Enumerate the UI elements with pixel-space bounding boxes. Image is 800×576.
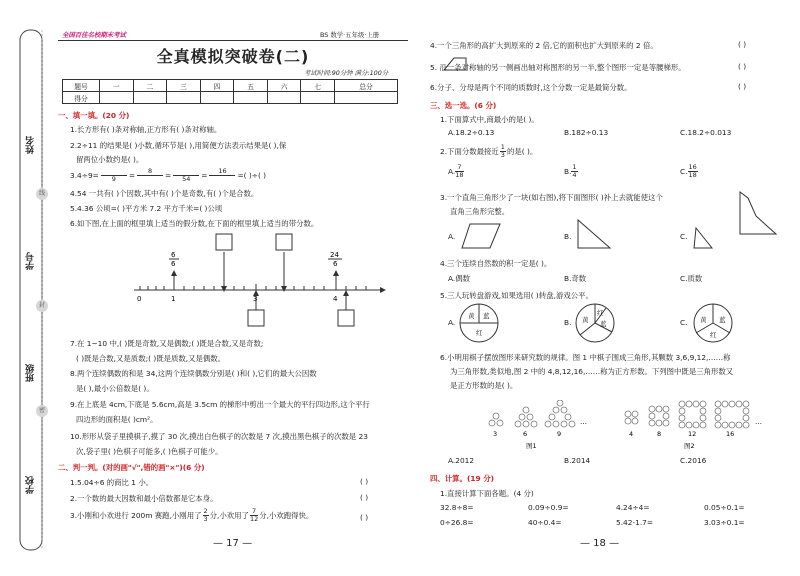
header-rule — [58, 40, 408, 41]
broken-right-triangle-figure — [736, 188, 780, 238]
spinner-a-blue: 蓝 — [483, 312, 490, 320]
q3-lead: 3.4÷9= — [70, 171, 99, 180]
figure-2-ellipsis: … — [755, 418, 762, 426]
choice-q1-option-c[interactable]: C.18.2÷0.013 — [680, 128, 732, 137]
lower-boxes — [248, 310, 354, 326]
arrows — [171, 252, 349, 310]
calc-item: 40÷0.4= — [528, 518, 562, 527]
figure-1-label: 图1 — [526, 442, 537, 450]
score-header-cell: 二 — [133, 80, 167, 92]
section-2-heading: 二、判一判。(对的画"√",错的画"×")(6 分) — [58, 463, 205, 472]
figure-2-num: 12 — [688, 430, 697, 438]
lower-box[interactable] — [248, 310, 264, 326]
calc-item: 0.09÷0.9= — [528, 503, 569, 512]
judge-q4-paren[interactable]: ( ) — [738, 40, 747, 49]
judge-q6: 6.分子、分母是两个不同的质数时,这个分数一定是最简分数。 — [430, 83, 632, 92]
calc-item: 0÷26.8= — [440, 518, 474, 527]
judge-q1: 1.5.04÷6 的商比 1 小。 — [70, 478, 154, 487]
q3-fraction-4 — [209, 168, 235, 183]
fill-q7-line2: ( )既是合数,又是质数;( )既是质数,又是偶数。 — [76, 354, 226, 363]
right-page — [430, 0, 790, 576]
score-header-cell: 三 — [167, 80, 201, 92]
choice-q1: 1.下面算式中,商最小的是( )。 — [440, 115, 539, 124]
axis-arrowhead — [380, 287, 386, 293]
spinner-a-yellow: 黄 — [468, 312, 475, 320]
figure-2-num: 8 — [657, 430, 662, 438]
axis-label-0: 0 — [137, 295, 142, 303]
judge-q3-paren[interactable]: ( ) — [360, 513, 369, 522]
choice-q4: 4.三个连续自然数的积一定是( )。 — [440, 259, 552, 268]
number-line-figure — [118, 230, 388, 330]
judge-q4: 4.一个三角形的高扩大到原来的 2 倍,它的面积也扩大到原来的 2 倍。 — [430, 41, 658, 50]
score-header-cell: 题号 — [63, 80, 100, 92]
right-triangle-shape — [576, 218, 612, 250]
frac-24-6-den: 6 — [333, 260, 338, 268]
page-number-left: — 17 — — [213, 538, 253, 549]
spinner-b — [574, 302, 616, 344]
upper-boxes — [216, 234, 292, 250]
judge-q3-lead: 3.小刚和小欢进行 200m 赛跑,小刚用了 — [70, 511, 202, 520]
fill-q6: 6.如下图,在上面的框里填上适当的假分数,在下面的框里填上适当的带分数。 — [70, 219, 319, 228]
judge-q3-mid: 分,小欢用了 — [209, 511, 249, 520]
figure-1-num: 9 — [557, 430, 562, 438]
choice-q3-option-c[interactable]: C. — [680, 232, 688, 241]
choice-q6-option-c[interactable]: C.2016 — [680, 456, 707, 465]
choice-q6-line3: 是正方形数的是( )。 — [450, 381, 518, 390]
upper-box[interactable] — [276, 234, 292, 250]
fill-q2-line2: 留两位小数约是( )。 — [76, 155, 144, 164]
fill-q1: 1.长方形有( )条对称轴,正方形有( )条对称轴。 — [70, 125, 222, 134]
choice-q6-line2: 为三角形数,类似地,图 2 中的 4,8,12,16,……称为正方形数。下列图中既是三角形数又 — [450, 367, 734, 376]
line-mark: 线 — [36, 188, 48, 200]
score-header-cell: 七 — [301, 80, 335, 92]
choice-q5-option-c[interactable]: C. — [680, 318, 688, 327]
q3-fraction-2 — [137, 168, 163, 183]
school-label: 学校 — [26, 476, 36, 494]
ticks — [140, 284, 366, 290]
calc-item: 32.8÷8= — [440, 503, 474, 512]
exam-info: 考试时间:90分钟 满分:100分 — [304, 69, 389, 77]
choice-q2-frac: $\frac{1}{3}$ — [500, 143, 505, 159]
q3-den-1: 9 — [111, 175, 116, 183]
section-1-heading: 一、填一填。(20 分) — [58, 111, 130, 120]
choice-q5-option-a[interactable]: A. — [448, 318, 456, 327]
axis-label-3: 3 — [253, 295, 258, 303]
choice-q2-tail: 的是( )。 — [506, 147, 538, 156]
spinner-b-blue: 蓝 — [600, 320, 607, 328]
judge-q5-paren[interactable]: ( ) — [738, 62, 747, 71]
fill-q3: 3.4÷9= 9 = 8 = 54 = 16 =( )÷( ) — [70, 167, 267, 183]
score-row-label: 得分 — [63, 92, 100, 104]
judge-q3-tail: 分,小欢跑得快。 — [259, 511, 314, 520]
score-header-cell: 四 — [200, 80, 234, 92]
spinner-a — [458, 302, 500, 344]
figure-1-num: 3 — [493, 430, 498, 438]
fill-q4: 4.54 一共有( )个因数,其中有( )个是奇数,有( )个是合数。 — [70, 189, 259, 198]
section-3-heading: 三、选一选。(6 分) — [430, 101, 497, 110]
spinner-c-red: 红 — [710, 331, 717, 339]
q3-fraction-1 — [101, 168, 127, 183]
choice-q6-line1: 6.小明用棋子摆放图形来研究数的规律。图 1 中棋子围成三角形,其颗数 3,6,9,12,……称 — [440, 353, 731, 362]
class-label: 班级 — [26, 364, 36, 382]
choice-q2 — [440, 144, 537, 159]
choice-q2-option-c[interactable]: C. $\frac{16}{18}$ — [680, 163, 697, 179]
lower-box[interactable] — [338, 310, 354, 326]
q3-tail: =( )÷( ) — [237, 171, 267, 180]
figure-2-num: 4 — [629, 430, 634, 438]
choice-q1-option-a[interactable]: A.18.2÷0.13 — [448, 128, 495, 137]
frac-24-6-num: 24 — [330, 251, 339, 259]
secret-mark: 密 — [36, 405, 48, 417]
frac-6-6-num: 6 — [171, 251, 176, 259]
spinner-c-yellow: 黄 — [700, 316, 707, 324]
score-cell[interactable] — [234, 92, 268, 104]
upper-box[interactable] — [216, 234, 232, 250]
calc-item: 3.03÷0.1= — [704, 518, 745, 527]
edition-label: BS 数学·五年级·上册 — [320, 31, 380, 39]
figure-2-square-numbers — [622, 400, 772, 450]
choice-q6-option-a[interactable]: A.2012 — [448, 456, 475, 465]
score-header-cell: 五 — [234, 80, 268, 92]
calc-item: 4.24÷4= — [616, 503, 650, 512]
choice-q5-option-b[interactable]: B. — [564, 318, 572, 327]
judge-q5: 5. 沿一条对称轴的另一侧画出轴对称图形的另一半,整个图形一定是等腰梯形。 — [430, 63, 686, 72]
choice-q2-option-b[interactable]: B. $\frac{1}{4}$ — [564, 163, 577, 179]
name-label: 姓名 — [26, 136, 36, 154]
fill-q2-line1: 2.2÷11 的结果是( )小数,循环节是( ),用简便方法表示结果是( ),保 — [70, 141, 287, 150]
score-cell[interactable] — [335, 92, 398, 104]
choice-q1-option-b[interactable]: B.182÷0.13 — [564, 128, 609, 137]
fill-q8-line1: 8.两个连续偶数的和是 34,这两个连续偶数分别是( )和( ),它们的最大公因数 — [70, 369, 317, 378]
score-table — [62, 79, 398, 104]
judge-q2: 2.一个数的最大因数和最小倍数都是它本身。 — [70, 494, 218, 503]
q3-num-4: 16 — [209, 168, 235, 176]
choice-q5: 5.三人玩转盘游戏,如果选用( )转盘,游戏公平。 — [440, 291, 593, 300]
choice-q2-option-a[interactable]: A. $\frac{7}{18}$ — [448, 163, 464, 179]
figure-1-triangle-numbers — [486, 400, 596, 450]
half-trapezoid-icon — [442, 56, 468, 72]
choice-q3-option-a[interactable]: A. — [448, 232, 456, 241]
number-label: 学号 — [26, 252, 36, 270]
fill-q8-line2: 是( ),最小公倍数是( )。 — [76, 384, 154, 393]
figure-2-num: 16 — [726, 430, 735, 438]
spinner-c-blue: 蓝 — [719, 316, 726, 324]
calc-heading: 1.直接计算下面各题。(4 分) — [440, 489, 534, 498]
score-header-cell: 总分 — [335, 80, 398, 92]
calc-item: 0.05÷0.1= — [704, 503, 745, 512]
axis-label-1: 1 — [171, 295, 176, 303]
score-cell[interactable] — [167, 92, 201, 104]
choice-q4-option-a[interactable]: A.偶数 — [448, 274, 471, 283]
spinner-b-red: 红 — [597, 309, 604, 317]
fill-q7-line1: 7.在 1~10 中,( )既是奇数,又是偶数;( )既是合数,又是奇数; — [70, 339, 264, 348]
choice-q6-option-b[interactable]: B.2014 — [564, 456, 591, 465]
judge-q3 — [70, 508, 313, 523]
axis-label-4: 4 — [333, 295, 338, 303]
spinner-b-yellow: 黄 — [582, 316, 589, 324]
figure-1-ellipsis: … — [580, 418, 587, 426]
figure-1-num: 6 — [523, 430, 528, 438]
judge-q3-frac2: $\frac{7}{12}$ — [249, 507, 259, 523]
q3-num-2: 8 — [137, 168, 163, 176]
q3-fraction-3 — [173, 168, 199, 183]
choice-q4-option-b[interactable]: B.奇数 — [564, 274, 587, 283]
parallelogram-shape — [460, 222, 502, 250]
score-cell[interactable] — [133, 92, 167, 104]
page-number-right: — 18 — — [580, 538, 620, 549]
score-cell[interactable] — [100, 92, 134, 104]
choice-q3-line2: 直角三角形完整。 — [450, 207, 510, 216]
judge-q6-paren[interactable]: ( ) — [738, 82, 747, 91]
spinner-a-red: 红 — [476, 329, 483, 337]
fill-q10-line1: 10.形形从袋子里摸棋子,摸了 30 次,摸出白色棋子的次数是 7 次,摸出黑色棋子的次数是 23 — [70, 432, 368, 441]
judge-q1-paren[interactable]: ( ) — [360, 477, 369, 486]
score-cell[interactable] — [267, 92, 301, 104]
choice-q2-lead: 2.下面分数最接近 — [440, 147, 499, 156]
judge-q3-frac1: $\frac{2}{3}$ — [203, 507, 208, 523]
calc-item: 5.42-1.7= — [616, 518, 654, 527]
score-cell[interactable] — [301, 92, 335, 104]
fill-q9-line2: 四边形的面积是( )cm²。 — [76, 415, 158, 424]
q3-den-3: 54 — [182, 175, 191, 183]
fill-q9-line1: 9.在上底是 4cm,下底是 5.6cm,高是 3.5cm 的梯形中剪出一个最大的平行四边形,这个平行 — [70, 400, 370, 409]
choice-q3-line1: 3.一个直角三角形少了一块(如右图),将下面图形( )补上去就能使这个 — [440, 193, 663, 202]
series-label: 全国百佳名校期末考试 — [62, 31, 126, 39]
fill-q5: 5.4.36 公顷=( )平方米 7.2 平方千米=( )公顷 — [70, 204, 223, 213]
figure-2-label: 图2 — [684, 442, 695, 450]
judge-q2-paren[interactable]: ( ) — [360, 493, 369, 502]
seal-mark: 封 — [36, 300, 48, 312]
page-title: 全真模拟突破卷(二) — [156, 47, 310, 66]
score-header-cell: 六 — [267, 80, 301, 92]
spinner-c — [692, 302, 734, 344]
choice-q4-option-c[interactable]: C.质数 — [680, 274, 703, 283]
score-cell[interactable] — [200, 92, 234, 104]
choice-q3-option-b[interactable]: B. — [564, 232, 572, 241]
small-triangle-shape — [692, 226, 714, 250]
left-page — [58, 0, 408, 576]
section-4-heading: 四、计算。(19 分) — [430, 474, 494, 483]
score-header-cell: 一 — [100, 80, 134, 92]
binding-margin — [0, 0, 54, 576]
frac-6-6-den: 6 — [171, 260, 176, 268]
fill-q10-line2: 次,袋子里( )色棋子可能多,( )色棋子可能少。 — [76, 447, 223, 456]
